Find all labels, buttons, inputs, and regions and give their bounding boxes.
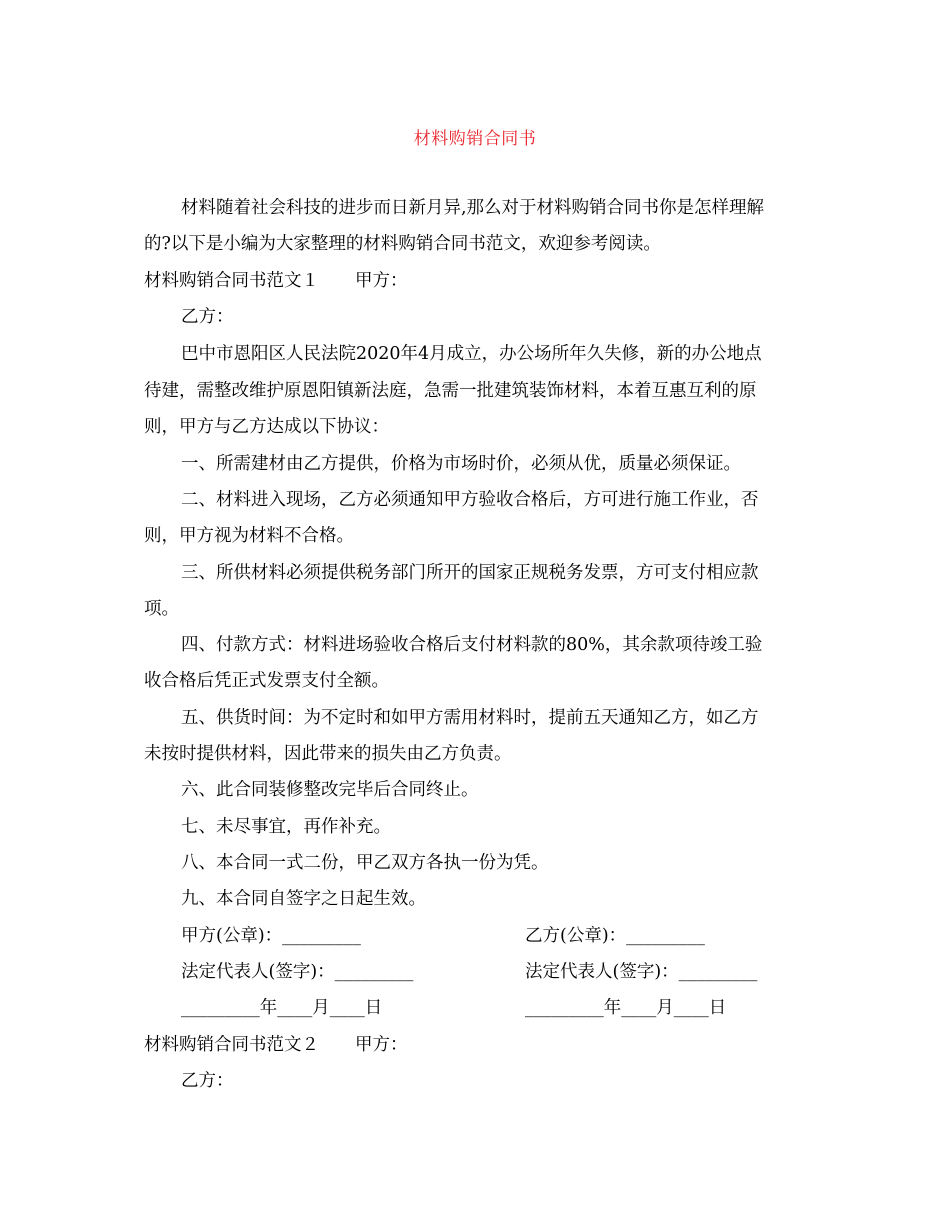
document-title: 材料购销合同书 bbox=[413, 129, 537, 149]
clause-2-line-2: 则，甲方视为材料不合格。 bbox=[144, 526, 354, 546]
sample-1-heading: 材料购销合同书范文１ bbox=[144, 271, 319, 291]
party-a-seal: 甲方(公章)：_________ bbox=[181, 926, 361, 946]
clause-4-line-2: 收合格后凭正式发票支付全额。 bbox=[144, 671, 389, 691]
sample-2-heading: 材料购销合同书范文２ bbox=[144, 1035, 319, 1055]
party-b-representative: 法定代表人(签字)：_________ bbox=[525, 962, 758, 982]
clause-1: 一、所需建材由乙方提供，价格为市场时价，必须从优，质量必须保证。 bbox=[181, 454, 741, 474]
party-b-date: _________年____月____日 bbox=[525, 998, 727, 1018]
sample-1-party-a: 甲方： bbox=[355, 271, 408, 291]
party-b-seal: 乙方(公章)：_________ bbox=[525, 926, 705, 946]
clause-7: 七、未尽事宜，再作补充。 bbox=[181, 817, 391, 837]
sample-2-party-a: 甲方： bbox=[355, 1035, 408, 1055]
clause-5-line-1: 五、供货时间：为不定时和如甲方需用材料时，提前五天通知乙方，如乙方 bbox=[181, 708, 759, 728]
party-a-representative: 法定代表人(签字)：_________ bbox=[181, 962, 414, 982]
party-a-date: _________年____月____日 bbox=[181, 998, 383, 1018]
clause-2-line-1: 二、材料进入现场，乙方必须通知甲方验收合格后，方可进行施工作业，否 bbox=[181, 490, 759, 510]
paragraph-1-line-3: 则，甲方与乙方达成以下协议： bbox=[144, 417, 389, 437]
clause-4-line-1: 四、付款方式：材料进场验收合格后支付材料款的80%，其余款项待竣工验 bbox=[181, 635, 763, 655]
paragraph-1-line-2: 待建，需整改维护原恩阳镇新法庭，急需一批建筑装饰材料，本着互惠互利的原 bbox=[144, 381, 757, 401]
paragraph-1-line-1: 巴中市恩阳区人民法院2020年4月成立，办公场所年久失修，新的办公地点 bbox=[181, 344, 762, 364]
clause-3-line-2: 项。 bbox=[144, 599, 179, 619]
clause-5-line-2: 未按时提供材料，因此带来的损失由乙方负责。 bbox=[144, 744, 512, 764]
clause-8: 八、本合同一式二份，甲乙双方各执一份为凭。 bbox=[181, 853, 549, 873]
sample-1-header bbox=[144, 270, 408, 292]
sample-1-party-b: 乙方： bbox=[181, 307, 234, 327]
clause-9: 九、本合同自签字之日起生效。 bbox=[181, 889, 426, 909]
sample-2-party-b: 乙方： bbox=[181, 1071, 234, 1091]
clause-6: 六、此合同装修整改完毕后合同终止。 bbox=[181, 780, 479, 800]
intro-line-1: 材料随着社会科技的进步而日新月异,那么对于材料购销合同书你是怎样理解 bbox=[181, 198, 765, 218]
sample-2-header bbox=[144, 1034, 408, 1056]
intro-line-2: 的?以下是小编为大家整理的材料购销合同书范文，欢迎参考阅读。 bbox=[144, 234, 661, 254]
clause-3-line-1: 三、所供材料必须提供税务部门所开的国家正规税务发票，方可支付相应款 bbox=[181, 563, 759, 583]
